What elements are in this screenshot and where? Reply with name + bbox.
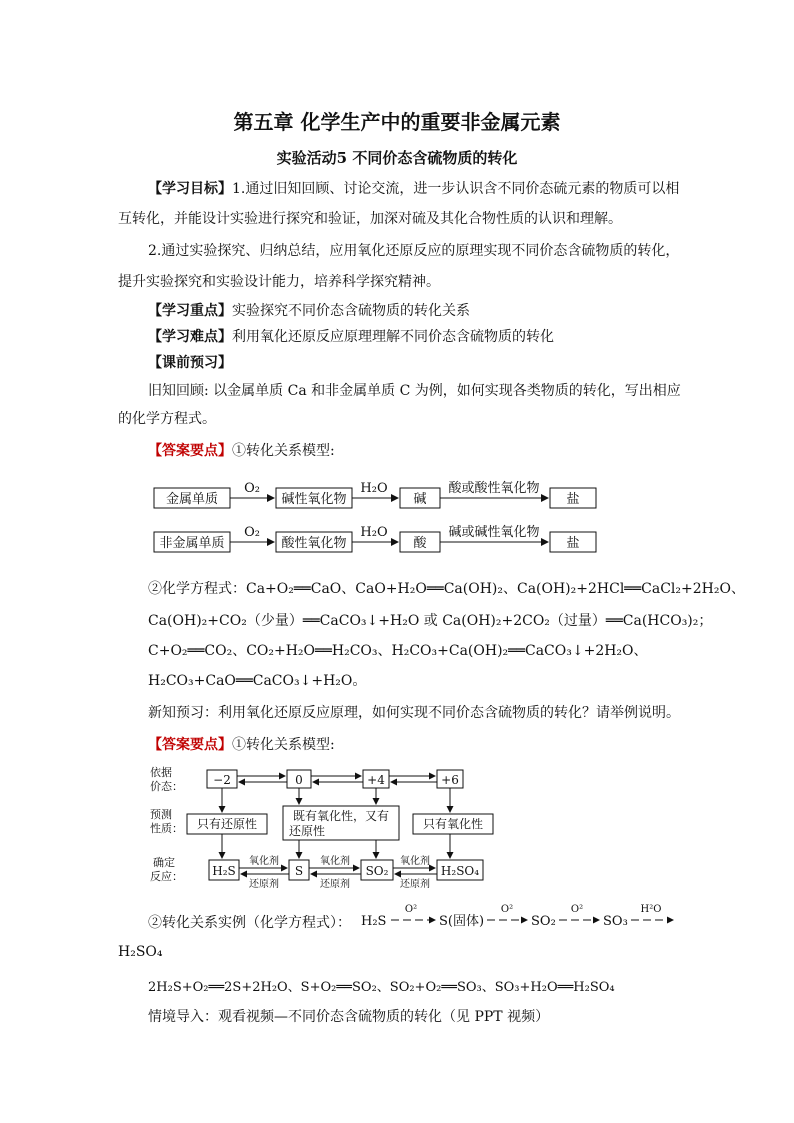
d2-label-valence-a: 依据 — [150, 766, 172, 779]
goal-label: 【学习目标】 — [148, 181, 232, 197]
eq-line-3: C+O₂══CO₂、CO₂+H₂O══H₂CO₃、H₂CO₃+Ca(OH)₂══CaCO₃↓+2H₂O、 — [148, 643, 648, 659]
d1-r2-o2: O₂ — [244, 525, 260, 540]
d2-prop-reducing: 只有还原性 — [196, 817, 258, 831]
difficult-point — [148, 326, 554, 346]
goal2-b: 提升实验探究和实验设计能力，培养科学探究精神。 — [118, 274, 440, 290]
d1-r2-h2o: H₂O — [360, 525, 388, 540]
conversion-diagram-1 — [148, 474, 604, 558]
d2-label-react-b: 反应： — [150, 870, 183, 883]
answer-line-1 — [148, 440, 335, 460]
preview-label: 【课前预习】 — [148, 355, 232, 371]
key-label: 【学习重点】 — [148, 303, 232, 319]
eq-line-4: H₂CO₃+CaO══CaCO₃↓+H₂O。 — [148, 673, 367, 689]
d2-reductant-1: 还原剂 — [249, 879, 279, 890]
new-preview: 新知预习：利用氧化还原反应原理，如何实现不同价态含硫物质的转化？请举例说明。 — [148, 705, 680, 721]
d1-r1-base: 碱 — [413, 492, 427, 507]
example-label: ②转化关系实例（化学方程式）： — [148, 915, 351, 931]
d2-label-valence-b: 价态： — [150, 780, 183, 793]
diff-label: 【学习难点】 — [148, 329, 232, 345]
sulfur-chain — [355, 900, 685, 930]
d2-label-react-a: 确定 — [153, 856, 175, 869]
d2-valence-plus4: +4 — [367, 773, 385, 787]
goal1-b: 互转化，并能设计实验进行探究和验证，加深对硫及其化合物性质的认识和理解。 — [118, 211, 622, 227]
d2-valence-minus2: −2 — [213, 773, 231, 787]
answer-label: 【答案要点】 — [148, 443, 232, 459]
d1-r1-o2: O₂ — [244, 481, 260, 496]
key-point — [148, 300, 470, 320]
d2-oxidant-2: 氧化剂 — [320, 856, 350, 867]
d1-r1-h2o: H₂O — [360, 481, 388, 496]
d1-r1-basic-oxide: 碱性氧化物 — [281, 492, 347, 507]
d2-label-prop-a: 预测 — [150, 808, 172, 821]
eq-line-2: Ca(OH)₂+CO₂（少量）══CaCO₃↓+H₂O 或 Ca(OH)₂+2CO₂（过量）══Ca(HCO₃)₂； — [148, 613, 713, 629]
review-a: 旧知回顾: 以金属单质 Ca 和非金属单质 C 为例，如何实现各类物质的转化，写出相应 — [148, 383, 681, 399]
chain-o2-1: O² — [404, 904, 418, 915]
d2-species-so2: SO₂ — [365, 864, 389, 878]
chain-h2s: H₂S — [361, 914, 387, 929]
chain-so3: SO₃ — [603, 914, 628, 929]
d2-label-prop-b: 性质： — [150, 822, 183, 835]
chain-s: S(固体) — [439, 914, 485, 929]
chain-end: H₂SO₄ — [118, 944, 163, 960]
d2-valence-plus6: +6 — [441, 773, 459, 787]
eq-label: ②化学方程式： — [148, 581, 246, 597]
activity-title: 实验活动5 不同价态含硫物质的转化 — [276, 149, 518, 167]
goal-line-1 — [148, 178, 679, 198]
d2-prop-oxidizing: 只有氧化性 — [422, 817, 484, 831]
d1-r2-reagent: 碱或碱性氧化物 — [448, 525, 540, 540]
chain-h2o: H²O — [640, 904, 662, 915]
chain-so2: SO₂ — [531, 914, 556, 929]
chapter-title: 第五章 化学生产中的重要非金属元素 — [233, 110, 561, 134]
diff-text: 利用氧化还原反应原理理解不同价态含硫物质的转化 — [232, 329, 554, 345]
key-text: 实验探究不同价态含硫物质的转化关系 — [232, 303, 470, 319]
review-b: 的化学方程式。 — [118, 411, 216, 427]
goal1-a: 1.通过旧知回顾、讨论交流，进一步认识含不同价态硫元素的物质可以相 — [232, 181, 680, 197]
d1-r2-salt: 盐 — [566, 536, 580, 551]
d1-r2-acid: 酸 — [413, 536, 427, 551]
d2-oxidant-1: 氧化剂 — [249, 856, 279, 867]
d2-oxidant-3: 氧化剂 — [400, 856, 430, 867]
d2-reductant-2: 还原剂 — [320, 879, 350, 890]
d1-r1-reagent: 酸或酸性氧化物 — [448, 481, 540, 496]
sulfur-valence-diagram — [145, 762, 495, 890]
goal2-a: 2.通过实验探究、归纳总结，应用氧化还原反应的原理实现不同价态含硫物质的转化， — [148, 243, 680, 259]
sulfur-equations: 2H₂S+O₂══2S+2H₂O、S+O₂══SO₂、SO₂+O₂══SO₃、SO₃+H₂O══H₂SO₄ — [148, 980, 615, 995]
d2-species-h2so4: H₂SO₄ — [440, 864, 480, 878]
d1-r1-metal: 金属单质 — [165, 492, 219, 507]
d2-valence-0: 0 — [295, 773, 303, 787]
d1-r2-acidic-oxide: 酸性氧化物 — [281, 536, 347, 551]
d2-prop-both-a: 既有氧化性，又有 — [292, 809, 390, 823]
chain-o2-2: O² — [500, 904, 514, 915]
d2-species-h2s: H₂S — [212, 864, 236, 878]
model-label: ①转化关系模型: — [232, 443, 335, 459]
d1-r2-nonmetal: 非金属单质 — [159, 536, 225, 551]
d2-reductant-3: 还原剂 — [400, 879, 430, 890]
d1-r1-salt: 盐 — [566, 492, 580, 507]
model2-label: ①转化关系模型: — [232, 737, 335, 753]
answer2-label: 【答案要点】 — [148, 737, 232, 753]
chain-o2-3: O² — [570, 904, 584, 915]
eq-line-1 — [148, 578, 745, 598]
d2-prop-both-b: 还原性 — [288, 824, 326, 838]
scenario-intro: 情境导入：观看视频—不同价态含硫物质的转化（见 PPT 视频） — [148, 1009, 550, 1025]
d2-species-s: S — [294, 864, 304, 878]
eq-line1-text: Ca+O₂══CaO、CaO+H₂O══Ca(OH)₂、Ca(OH)₂+2HCl══CaCl₂+2H₂O、 — [246, 581, 745, 597]
answer-line-2 — [148, 734, 335, 754]
